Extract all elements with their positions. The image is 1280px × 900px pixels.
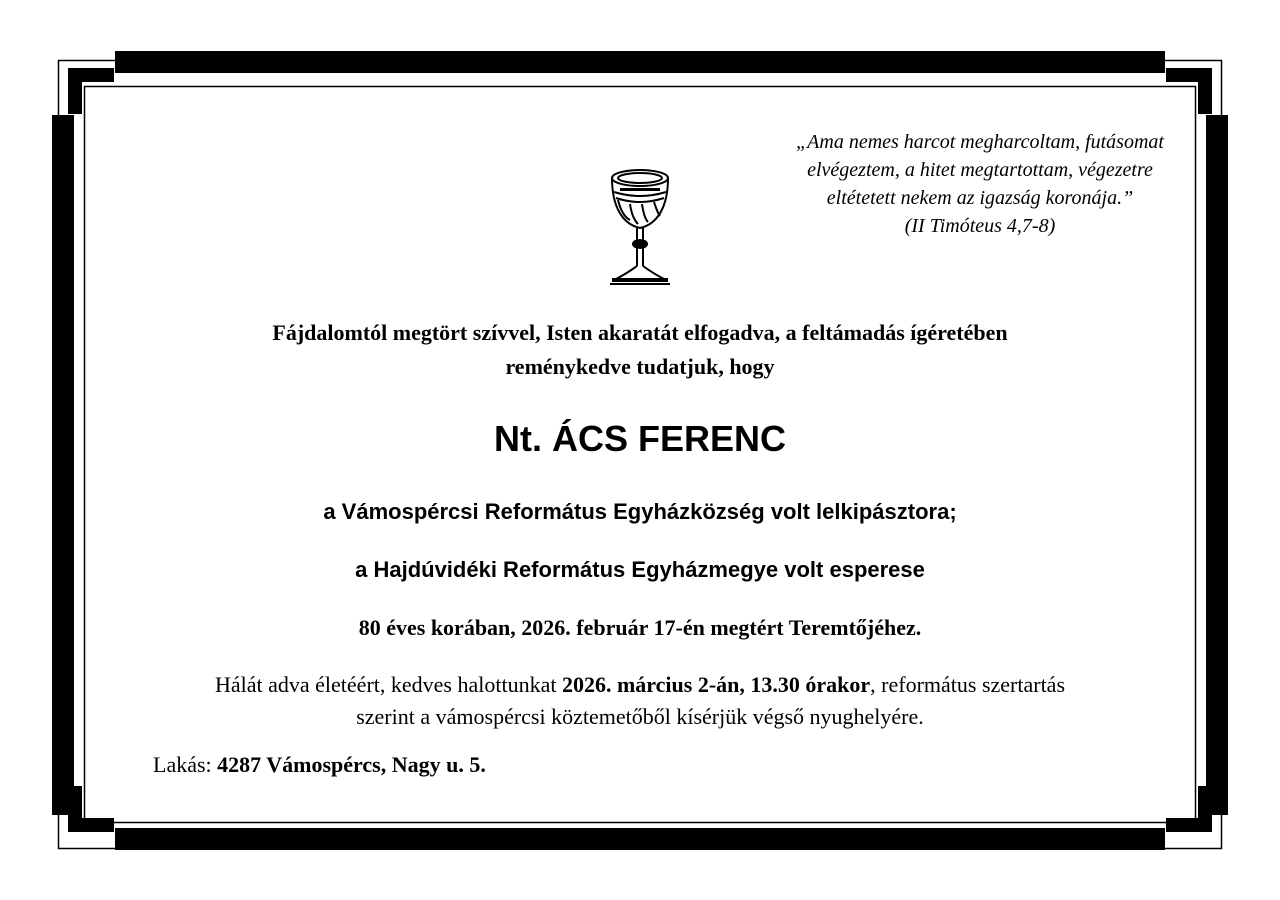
quote-line: elvégeztem, a hitet megtartottam, végezetre	[807, 159, 1153, 181]
age-and-date-of-death: 80 éves korában, 2026. február 17-én megtért Teremtőjéhez.	[358, 615, 922, 640]
funeral-text-start: Hálát adva életéért, kedves halottunkat	[214, 672, 562, 697]
announcement-intro	[100, 316, 1180, 384]
funeral-datetime: 2026. március 2-án, 13.30 órakor	[561, 672, 871, 697]
deceased-name: Nt. ÁCS FERENC	[493, 418, 786, 459]
funeral-text-end: , református szertartás	[870, 672, 1066, 697]
residence-address	[153, 749, 486, 781]
funeral-line-2: szerint a vámospércsi köztemetőből kísérjük végső nyughelyére.	[356, 704, 924, 729]
bible-quote	[740, 128, 1220, 240]
address-value: 4287 Vámospércs, Nagy u. 5.	[217, 752, 486, 777]
intro-line-1: Fájdalomtól megtört szívvel, Isten akaratát elfogadva, a feltámadás ígéretében	[272, 320, 1008, 345]
address-label: Lakás:	[153, 752, 218, 777]
role-pastor: a Vámospércsi Református Egyházközség volt lelkipásztora;	[323, 499, 957, 524]
chalice-icon	[600, 166, 680, 290]
funeral-line-1	[90, 669, 1190, 701]
quote-reference: (II Timóteus 4,7-8)	[904, 215, 1056, 237]
funeral-details	[90, 669, 1190, 733]
quote-line: eltétetett nekem az igazság koronája.”	[826, 187, 1134, 209]
intro-line-2: reménykedve tudatjuk, hogy	[505, 354, 775, 379]
quote-line: „Ama nemes harcot megharcoltam, futásomat	[796, 131, 1164, 153]
role-dean: a Hajdúvidéki Református Egyházmegye volt esperese	[355, 557, 925, 582]
